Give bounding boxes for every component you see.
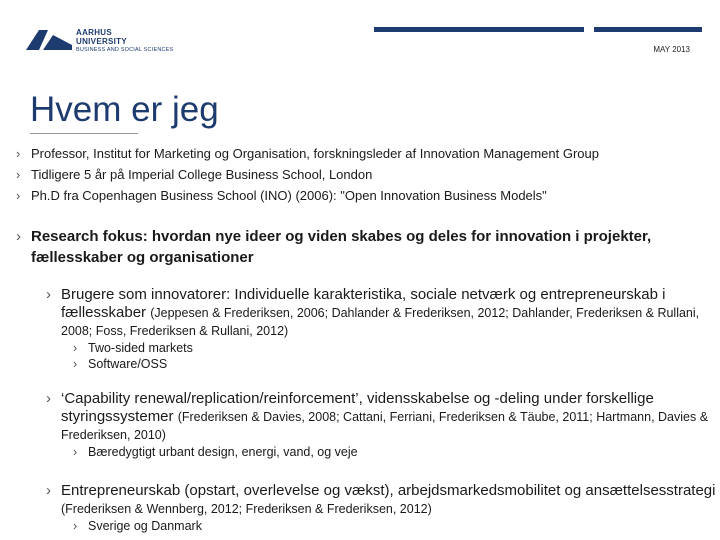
slide-date: MAY 2013 xyxy=(653,45,690,54)
subtopic-item: › Sverige og Danmark xyxy=(61,518,720,534)
topic-text: ‘Capability renewal/replication/reinforcement’, vidensskabelse og -deling under forskellige styringssystemer xyxy=(61,390,654,425)
bio-item: › Professor, Institut for Marketing og Organisation, forskningsleder af Innovation Management Group xyxy=(15,143,705,164)
topic-text: Entrepreneurskab (opstart, overlevelse og vækst), arbejdsmarkedsmobilitet og ansættelsesstrategi xyxy=(61,482,716,499)
topic-item xyxy=(45,286,720,372)
au-logo-mark-icon xyxy=(26,26,72,54)
bio-item: › Ph.D fra Copenhagen Business School (INO) (2006): "Open Innovation Business Models" xyxy=(15,185,705,206)
slide-title: Hvem er jeg xyxy=(30,90,219,129)
subtopic-item: › Software/OSS xyxy=(61,356,720,372)
subtopic-list xyxy=(61,340,720,372)
bio-item: › Tidligere 5 år på Imperial College Business School, London xyxy=(15,164,705,185)
topic-item xyxy=(45,390,720,460)
research-topic-2 xyxy=(45,390,720,460)
research-heading-list xyxy=(15,226,705,268)
research-topic-3 xyxy=(45,482,720,534)
research-topic-1 xyxy=(45,286,720,372)
topic-references: (Frederiksen & Davies, 2008; Cattani, Ferriani, Frederiksen & Täube, 2011; Hartmann, Davies & Frederiksen, 2010) xyxy=(61,410,709,442)
topic-text: Brugere som innovatorer: Individuelle karakteristika, sociale netværk og entrepreneurskab i fællesskaber xyxy=(61,286,666,321)
header-bar-long xyxy=(374,27,584,32)
logo-line-faculty: BUSINESS AND SOCIAL SCIENCES xyxy=(76,47,174,53)
bio-list xyxy=(15,143,705,206)
topic-references: (Jeppesen & Frederiksen, 2006; Dahlander & Frederiksen, 2012; Dahlander, Frederiksen & Rullani, 2008; Foss, Frederiksen & Rullani, 2012) xyxy=(61,306,700,338)
title-underline xyxy=(30,133,138,134)
aarhus-university-logo xyxy=(26,24,186,64)
topic-item xyxy=(45,482,720,534)
topic-references: (Frederiksen & Wennberg, 2012; Frederiksen & Frederiksen, 2012) xyxy=(61,502,432,516)
logo-line-aarhus: AARHUS xyxy=(76,28,113,37)
subtopic-item: › Two-sided markets xyxy=(61,340,720,356)
header-bar-short xyxy=(594,27,702,32)
subtopic-list xyxy=(61,518,720,534)
logo-line-university: UNIVERSITY xyxy=(76,37,128,46)
subtopic-item: › Bæredygtigt urbant design, energi, vand, og veje xyxy=(61,444,720,460)
research-heading: › Research fokus: hvordan nye ideer og viden skabes og deles for innovation i projekter, fællesskaber og organisationer xyxy=(15,226,705,268)
logo-text xyxy=(76,28,173,55)
subtopic-list xyxy=(61,444,720,460)
